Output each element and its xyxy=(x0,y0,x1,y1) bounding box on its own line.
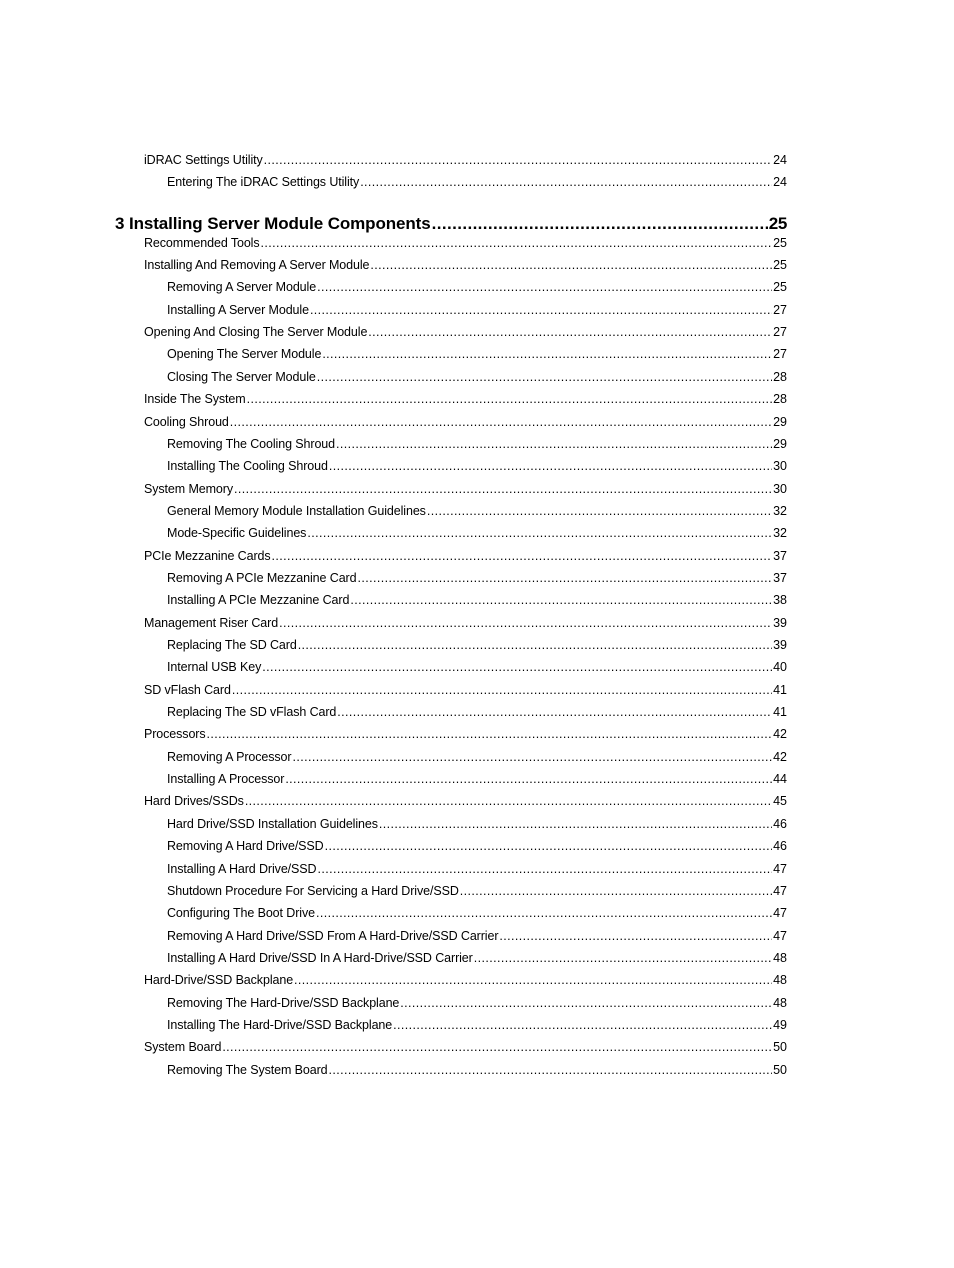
toc-entry-page: 50 xyxy=(773,1040,787,1055)
toc-dot-leader xyxy=(234,481,772,497)
toc-entry[interactable] xyxy=(167,861,787,877)
toc-entry[interactable] xyxy=(167,905,787,921)
toc-entry[interactable] xyxy=(167,771,787,787)
toc-entry[interactable] xyxy=(167,1017,787,1033)
toc-entry-title: Installing A PCIe Mezzanine Card xyxy=(167,593,350,608)
toc-entry[interactable] xyxy=(167,637,787,653)
toc-entry-page: 42 xyxy=(773,727,787,742)
toc-entry-page: 48 xyxy=(773,950,787,965)
toc-entry-title: Removing A Processor xyxy=(167,749,292,764)
toc-dot-leader xyxy=(337,704,772,720)
toc-dot-leader xyxy=(499,928,772,944)
toc-dot-leader xyxy=(336,436,772,452)
toc-entry-title: Removing A Server Module xyxy=(167,280,317,295)
toc-entry[interactable] xyxy=(167,570,787,586)
toc-entry-title: Configuring The Boot Drive xyxy=(167,906,315,921)
toc-dot-leader xyxy=(294,972,772,988)
toc-entry[interactable] xyxy=(144,548,787,564)
toc-entry-page: 47 xyxy=(773,861,787,876)
toc-entry-page: 47 xyxy=(773,906,787,921)
toc-entry[interactable] xyxy=(167,995,787,1011)
toc-entry[interactable] xyxy=(167,346,787,362)
toc-dot-leader xyxy=(329,458,772,474)
toc-dot-leader xyxy=(317,861,772,877)
toc-dot-leader xyxy=(272,548,773,564)
toc-dot-leader xyxy=(207,726,773,742)
toc-dot-leader xyxy=(230,414,772,430)
toc-entry-title: Installing A Hard Drive/SSD xyxy=(167,861,317,876)
toc-entry-title: iDRAC Settings Utility xyxy=(144,153,263,167)
toc-entry-page: 28 xyxy=(773,392,787,407)
toc-entry-page: 32 xyxy=(773,503,787,518)
toc-dot-leader xyxy=(432,213,768,235)
toc-entry-title: Replacing The SD Card xyxy=(167,638,297,652)
toc-entry-page: 25 xyxy=(773,280,787,295)
toc-entry-page: 50 xyxy=(773,1062,787,1077)
toc-entry-page: 24 xyxy=(773,175,787,190)
toc-dot-leader xyxy=(317,369,772,385)
toc-entry-page: 32 xyxy=(773,526,787,541)
toc-entry-page: 48 xyxy=(773,995,787,1010)
toc-entry[interactable] xyxy=(144,615,787,631)
toc-entry-title: Internal USB Key xyxy=(167,660,262,675)
toc-entry-title: Removing A Hard Drive/SSD From A Hard-Drive/SSD Carrier xyxy=(167,928,499,943)
toc-entry-page: 37 xyxy=(773,548,787,563)
toc-dot-leader xyxy=(460,883,772,899)
toc-entry-page: 44 xyxy=(773,772,787,787)
toc-entry[interactable] xyxy=(167,525,787,541)
toc-entry-page: 29 xyxy=(773,436,787,451)
toc-entry-title: Opening And Closing The Server Module xyxy=(144,325,368,340)
toc-entry[interactable] xyxy=(144,726,787,742)
toc-entry-title: Installing The Hard-Drive/SSD Backplane xyxy=(167,1017,393,1032)
toc-entry-title: PCIe Mezzanine Cards xyxy=(144,548,271,563)
toc-entry[interactable] xyxy=(167,279,787,295)
toc-entry-title: Shutdown Procedure For Servicing a Hard Drive/SSD xyxy=(167,883,459,898)
toc-entry[interactable] xyxy=(167,928,787,944)
toc-entry-title: Installing A Processor xyxy=(167,772,285,787)
toc-entry[interactable] xyxy=(144,414,787,430)
toc-dot-leader xyxy=(329,1062,773,1078)
toc-entry-page: 24 xyxy=(773,153,787,167)
toc-dot-leader xyxy=(350,592,772,608)
toc-entry[interactable] xyxy=(144,1039,787,1055)
toc-entry-title: System Memory xyxy=(144,481,233,496)
toc-entry-page: 39 xyxy=(773,615,787,630)
toc-dot-leader xyxy=(400,995,772,1011)
toc-entry-title: Entering The iDRAC Settings Utility xyxy=(167,175,360,190)
toc-entry[interactable] xyxy=(167,1062,787,1078)
toc-dot-leader xyxy=(232,682,772,698)
toc-entry-page: 28 xyxy=(773,369,787,384)
toc-entry-title: Closing The Server Module xyxy=(167,369,316,384)
toc-entry[interactable] xyxy=(144,235,787,251)
toc-entry-title: Hard-Drive/SSD Backplane xyxy=(144,973,294,988)
toc-dot-leader xyxy=(298,637,772,653)
toc-entry-title: Cooling Shroud xyxy=(144,414,229,429)
toc-entry-page: 41 xyxy=(773,682,787,697)
toc-entry[interactable] xyxy=(167,883,787,899)
toc-entry-page: 27 xyxy=(773,302,787,317)
toc-entry[interactable] xyxy=(167,503,787,519)
toc-entry-title: Management Riser Card xyxy=(144,615,279,630)
toc-entry-page: 25 xyxy=(773,235,787,250)
toc-dot-leader xyxy=(245,793,772,809)
toc-entry-title: Removing The System Board xyxy=(167,1062,328,1077)
toc-entry-title: General Memory Module Installation Guidelines xyxy=(167,503,426,518)
toc-entry[interactable] xyxy=(144,682,787,698)
toc-entry[interactable] xyxy=(144,391,787,407)
toc-entry[interactable] xyxy=(144,972,787,988)
toc-dot-leader xyxy=(310,302,772,318)
toc-entry[interactable] xyxy=(144,324,787,340)
toc-entry[interactable] xyxy=(167,704,787,720)
toc-entry-title: Installing A Hard Drive/SSD In A Hard-Drive/SSD Carrier xyxy=(167,950,473,965)
toc-entry-page: 25 xyxy=(768,213,787,233)
toc-dot-leader xyxy=(370,257,772,273)
toc-dot-leader xyxy=(262,659,772,675)
toc-entry-title: Hard Drive/SSD Installation Guidelines xyxy=(167,816,378,831)
toc-entry-title: Installing The Cooling Shroud xyxy=(167,459,328,474)
toc-dot-leader xyxy=(393,1017,772,1033)
toc-dot-leader xyxy=(322,346,772,362)
toc-dot-leader xyxy=(357,570,772,586)
toc-entry-page: 27 xyxy=(773,347,787,362)
toc-entry-title: Processors xyxy=(144,727,206,742)
toc-entry-title: SD vFlash Card xyxy=(144,682,231,697)
toc-dot-leader xyxy=(427,503,772,519)
toc-entry-page: 41 xyxy=(773,705,787,720)
toc-dot-leader xyxy=(292,749,772,765)
toc-entry-page: 37 xyxy=(773,570,787,585)
toc-entry-title: 3 Installing Server Module Components xyxy=(115,213,431,233)
toc-dot-leader xyxy=(307,525,772,541)
toc-dot-leader xyxy=(325,838,773,854)
toc-entry-page: 45 xyxy=(773,794,787,809)
toc-dot-leader xyxy=(264,152,772,168)
toc-entry[interactable] xyxy=(167,458,787,474)
toc-dot-leader xyxy=(316,905,772,921)
toc-entry-page: 38 xyxy=(773,593,787,608)
toc-entry[interactable] xyxy=(144,257,787,273)
toc-entry-title: Inside The System xyxy=(144,392,246,407)
toc-entry[interactable] xyxy=(167,816,787,832)
toc-dot-leader xyxy=(285,771,772,787)
toc-entry-page: 42 xyxy=(773,749,787,764)
toc-entry[interactable] xyxy=(144,481,787,497)
toc-entry-page: 27 xyxy=(773,325,787,340)
toc-entry-page: 49 xyxy=(773,1017,787,1032)
toc-dot-leader xyxy=(474,950,772,966)
toc-entry-title: Installing A Server Module xyxy=(167,302,309,317)
toc-entry[interactable] xyxy=(144,793,787,809)
toc-entry-page: 47 xyxy=(773,883,787,898)
toc-entry-page: 46 xyxy=(773,816,787,831)
toc-entry[interactable] xyxy=(167,369,787,385)
toc-dot-leader xyxy=(317,279,772,295)
toc-entry-page: 39 xyxy=(773,638,787,652)
toc-dot-leader xyxy=(222,1039,772,1055)
toc-entry[interactable] xyxy=(144,152,787,168)
toc-entry-title: Replacing The SD vFlash Card xyxy=(167,705,337,720)
toc-dot-leader xyxy=(360,174,772,190)
toc-dot-leader xyxy=(261,235,773,251)
toc-entry-title: Mode-Specific Guidelines xyxy=(167,526,307,541)
toc-entry[interactable] xyxy=(167,950,787,966)
toc-entry-page: 48 xyxy=(773,973,787,988)
toc-entry-title: Installing And Removing A Server Module xyxy=(144,258,370,273)
toc-entry-page: 25 xyxy=(773,258,787,273)
toc-entry-title: Hard Drives/SSDs xyxy=(144,794,244,809)
toc-entry-page: 47 xyxy=(773,928,787,943)
toc-entry-page: 30 xyxy=(773,481,787,496)
toc-entry-title: Removing The Cooling Shroud xyxy=(167,436,336,451)
toc-entry-page: 29 xyxy=(773,414,787,429)
toc-entry-title: Opening The Server Module xyxy=(167,347,322,362)
toc-entry[interactable] xyxy=(167,749,787,765)
toc-entry[interactable] xyxy=(167,302,787,318)
toc-entry[interactable] xyxy=(167,174,787,190)
toc-chapter-entry[interactable] xyxy=(115,213,787,235)
toc-dot-leader xyxy=(379,816,772,832)
toc-entry-title: Recommended Tools xyxy=(144,235,260,250)
toc-entry[interactable] xyxy=(167,659,787,675)
toc-entry-title: Removing A PCIe Mezzanine Card xyxy=(167,570,357,585)
toc-dot-leader xyxy=(247,391,773,407)
toc-entry[interactable] xyxy=(167,838,787,854)
toc-dot-leader xyxy=(368,324,772,340)
toc-entry-page: 30 xyxy=(773,459,787,474)
toc-entry[interactable] xyxy=(167,436,787,452)
toc-entry-title: Removing A Hard Drive/SSD xyxy=(167,839,324,854)
toc-entry-page: 46 xyxy=(773,839,787,854)
toc-entry-title: System Board xyxy=(144,1040,222,1055)
toc-entry-title: Removing The Hard-Drive/SSD Backplane xyxy=(167,995,400,1010)
toc-entry-page: 40 xyxy=(773,660,787,675)
toc-entry[interactable] xyxy=(167,592,787,608)
toc-dot-leader xyxy=(279,615,772,631)
